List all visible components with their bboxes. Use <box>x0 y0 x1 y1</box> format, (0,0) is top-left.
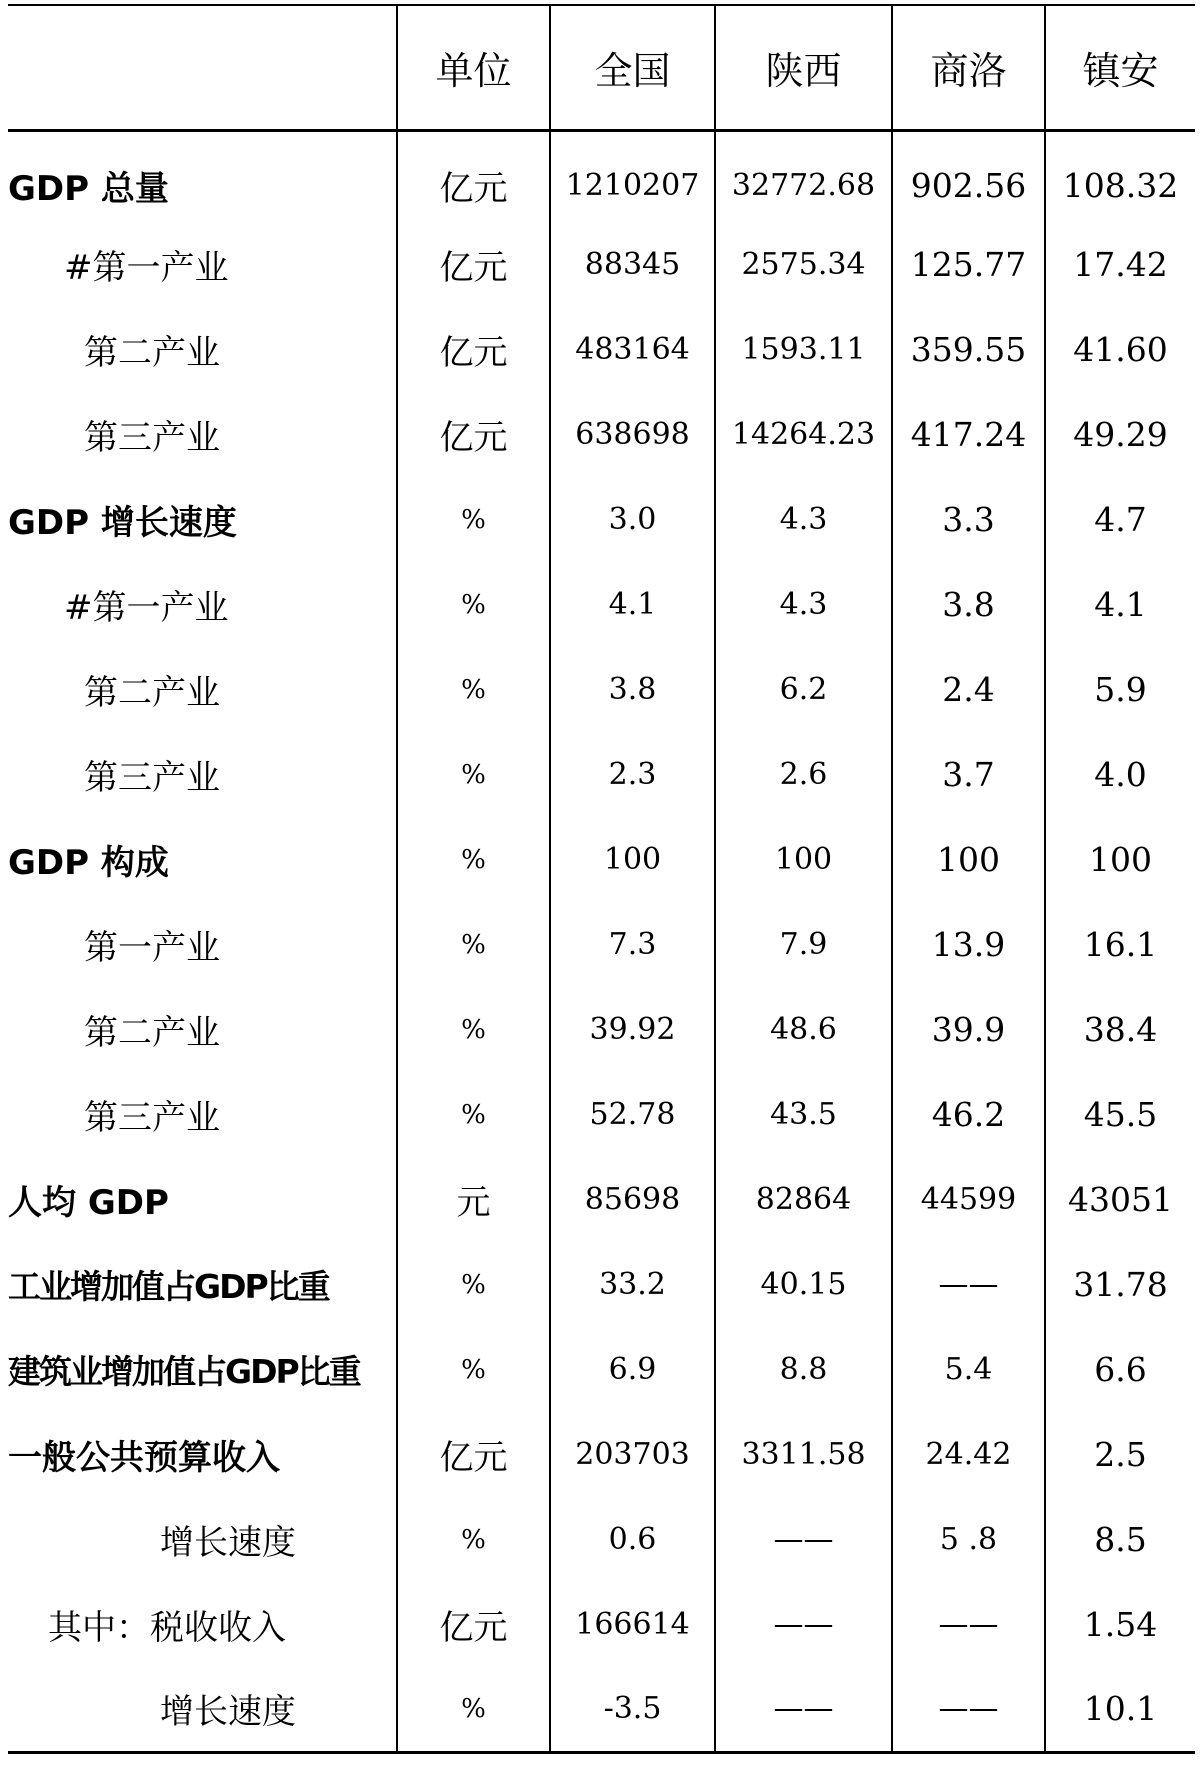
cell-shangluo: —— <box>892 1582 1045 1667</box>
row-label: 第二产业 <box>84 1013 220 1053</box>
row-unit: % <box>397 1242 550 1327</box>
cell-shaanxi: 48.6 <box>715 987 892 1072</box>
table-row <box>8 1157 1195 1242</box>
row-label: 其中：税收收入 <box>48 1608 286 1648</box>
cell-zhenan: 41.60 <box>1045 307 1195 392</box>
row-unit: 亿元 <box>397 392 550 477</box>
row-unit: % <box>397 1667 550 1752</box>
cell-national: 0.6 <box>550 1497 715 1582</box>
cell-national: 33.2 <box>550 1242 715 1327</box>
cell-national: 638698 <box>550 392 715 477</box>
cell-national: 88345 <box>550 222 715 307</box>
row-unit: % <box>397 817 550 902</box>
row-label: GDP 增长速度 <box>8 503 237 543</box>
cell-shaanxi: 7.9 <box>715 902 892 987</box>
cell-shangluo: 125.77 <box>892 222 1045 307</box>
row-unit: % <box>397 732 550 817</box>
cell-zhenan: 31.78 <box>1045 1242 1195 1327</box>
table-row <box>8 1242 1195 1327</box>
row-unit: % <box>397 477 550 562</box>
cell-national: 100 <box>550 817 715 902</box>
cell-zhenan: 43051 <box>1045 1157 1195 1242</box>
row-unit: % <box>397 647 550 732</box>
cell-shaanxi: 4.3 <box>715 477 892 562</box>
table-row <box>8 647 1195 732</box>
cell-shangluo: 417.24 <box>892 392 1045 477</box>
cell-shangluo: 2.4 <box>892 647 1045 732</box>
cell-shaanxi: 100 <box>715 817 892 902</box>
cell-zhenan: 4.0 <box>1045 732 1195 817</box>
header-shaanxi: 陕西 <box>715 5 892 130</box>
table-row <box>8 307 1195 392</box>
cell-national: 39.92 <box>550 987 715 1072</box>
cell-zhenan: 4.7 <box>1045 477 1195 562</box>
cell-shangluo: 359.55 <box>892 307 1045 392</box>
cell-shangluo: 3.8 <box>892 562 1045 647</box>
cell-shaanxi: 32772.68 <box>715 130 892 222</box>
row-label: 第三产业 <box>84 418 220 458</box>
cell-shangluo: 902.56 <box>892 130 1045 222</box>
cell-national: 3.8 <box>550 647 715 732</box>
cell-zhenan: 1.54 <box>1045 1582 1195 1667</box>
row-unit: 亿元 <box>397 307 550 392</box>
row-label: 人均 GDP <box>8 1183 169 1223</box>
cell-zhenan: 38.4 <box>1045 987 1195 1072</box>
row-label: #第一产业 <box>64 248 229 288</box>
cell-shaanxi: —— <box>715 1497 892 1582</box>
cell-shaanxi: 82864 <box>715 1157 892 1242</box>
row-label: 一般公共预算收入 <box>8 1438 280 1478</box>
economic-indicators-table <box>8 4 1195 1754</box>
cell-shaanxi: 43.5 <box>715 1072 892 1157</box>
cell-national: 203703 <box>550 1412 715 1497</box>
cell-shangluo: 5.4 <box>892 1327 1045 1412</box>
table-row <box>8 817 1195 902</box>
cell-zhenan: 17.42 <box>1045 222 1195 307</box>
table-row <box>8 1327 1195 1412</box>
cell-zhenan: 4.1 <box>1045 562 1195 647</box>
cell-shangluo: 39.9 <box>892 987 1045 1072</box>
cell-zhenan: 16.1 <box>1045 902 1195 987</box>
row-label: 第三产业 <box>84 758 220 798</box>
table-row <box>8 222 1195 307</box>
row-label: #第一产业 <box>64 588 229 628</box>
row-label: 第二产业 <box>84 673 220 713</box>
header-indicator <box>8 5 397 130</box>
cell-zhenan: 6.6 <box>1045 1327 1195 1412</box>
table-body <box>8 130 1195 1752</box>
cell-national: 52.78 <box>550 1072 715 1157</box>
row-label: 增长速度 <box>8 1667 397 1752</box>
cell-national: 7.3 <box>550 902 715 987</box>
row-label: GDP 构成 <box>8 843 169 883</box>
cell-zhenan: 2.5 <box>1045 1412 1195 1497</box>
cell-national: 4.1 <box>550 562 715 647</box>
table-row <box>8 732 1195 817</box>
row-unit: % <box>397 1497 550 1582</box>
table-row <box>8 1497 1195 1582</box>
cell-shaanxi: 14264.23 <box>715 392 892 477</box>
cell-shangluo: 44599 <box>892 1157 1045 1242</box>
table-row <box>8 130 1195 222</box>
cell-shangluo: —— <box>892 1667 1045 1752</box>
row-label: 建筑业增加值占GDP比重 <box>8 1352 360 1391</box>
table-row <box>8 562 1195 647</box>
cell-shangluo: 5 .8 <box>892 1497 1045 1582</box>
table-row <box>8 1072 1195 1157</box>
cell-shaanxi: 2.6 <box>715 732 892 817</box>
cell-zhenan: 5.9 <box>1045 647 1195 732</box>
row-label: GDP 总量 <box>8 169 169 210</box>
row-unit: % <box>397 1072 550 1157</box>
cell-shangluo: 100 <box>892 817 1045 902</box>
cell-shangluo: 24.42 <box>892 1412 1045 1497</box>
cell-national: 6.9 <box>550 1327 715 1412</box>
header-shangluo: 商洛 <box>892 5 1045 130</box>
cell-shaanxi: 1593.11 <box>715 307 892 392</box>
cell-national: 2.3 <box>550 732 715 817</box>
table-row <box>8 392 1195 477</box>
cell-national: 1210207 <box>550 130 715 222</box>
row-unit: % <box>397 902 550 987</box>
table-row <box>8 987 1195 1072</box>
header-row <box>8 5 1195 130</box>
cell-zhenan: 108.32 <box>1045 130 1195 222</box>
cell-shangluo: 3.7 <box>892 732 1045 817</box>
table-row <box>8 477 1195 562</box>
row-unit: % <box>397 1327 550 1412</box>
table-row <box>8 1582 1195 1667</box>
row-unit: 亿元 <box>397 1582 550 1667</box>
cell-national: -3.5 <box>550 1667 715 1752</box>
row-unit: 亿元 <box>397 222 550 307</box>
row-label: 第二产业 <box>84 333 220 373</box>
table-row <box>8 1412 1195 1497</box>
table-row <box>8 1667 1195 1752</box>
cell-shaanxi: 2575.34 <box>715 222 892 307</box>
cell-zhenan: 8.5 <box>1045 1497 1195 1582</box>
row-label: 第一产业 <box>84 928 220 968</box>
cell-zhenan: 49.29 <box>1045 392 1195 477</box>
row-unit: 亿元 <box>397 1412 550 1497</box>
cell-shaanxi: —— <box>715 1667 892 1752</box>
cell-shaanxi: 6.2 <box>715 647 892 732</box>
cell-shangluo: 3.3 <box>892 477 1045 562</box>
row-unit: % <box>397 987 550 1072</box>
cell-shaanxi: 4.3 <box>715 562 892 647</box>
header-zhenan: 镇安 <box>1045 5 1195 130</box>
row-unit: % <box>397 562 550 647</box>
row-unit: 亿元 <box>397 130 550 222</box>
cell-national: 3.0 <box>550 477 715 562</box>
cell-shaanxi: 3311.58 <box>715 1412 892 1497</box>
cell-shaanxi: 40.15 <box>715 1242 892 1327</box>
cell-national: 483164 <box>550 307 715 392</box>
cell-shangluo: —— <box>892 1242 1045 1327</box>
row-label: 第三产业 <box>84 1098 220 1138</box>
cell-shaanxi: —— <box>715 1582 892 1667</box>
cell-shangluo: 13.9 <box>892 902 1045 987</box>
cell-zhenan: 45.5 <box>1045 1072 1195 1157</box>
row-label: 工业增加值占GDP比重 <box>8 1267 329 1306</box>
cell-zhenan: 10.1 <box>1045 1667 1195 1752</box>
cell-zhenan: 100 <box>1045 817 1195 902</box>
header-unit: 单位 <box>397 5 550 130</box>
cell-shaanxi: 8.8 <box>715 1327 892 1412</box>
table-row <box>8 902 1195 987</box>
row-unit: 元 <box>397 1157 550 1242</box>
cell-national: 166614 <box>550 1582 715 1667</box>
cell-national: 85698 <box>550 1157 715 1242</box>
header-national: 全国 <box>550 5 715 130</box>
row-label: 增长速度 <box>160 1523 296 1563</box>
cell-shangluo: 46.2 <box>892 1072 1045 1157</box>
